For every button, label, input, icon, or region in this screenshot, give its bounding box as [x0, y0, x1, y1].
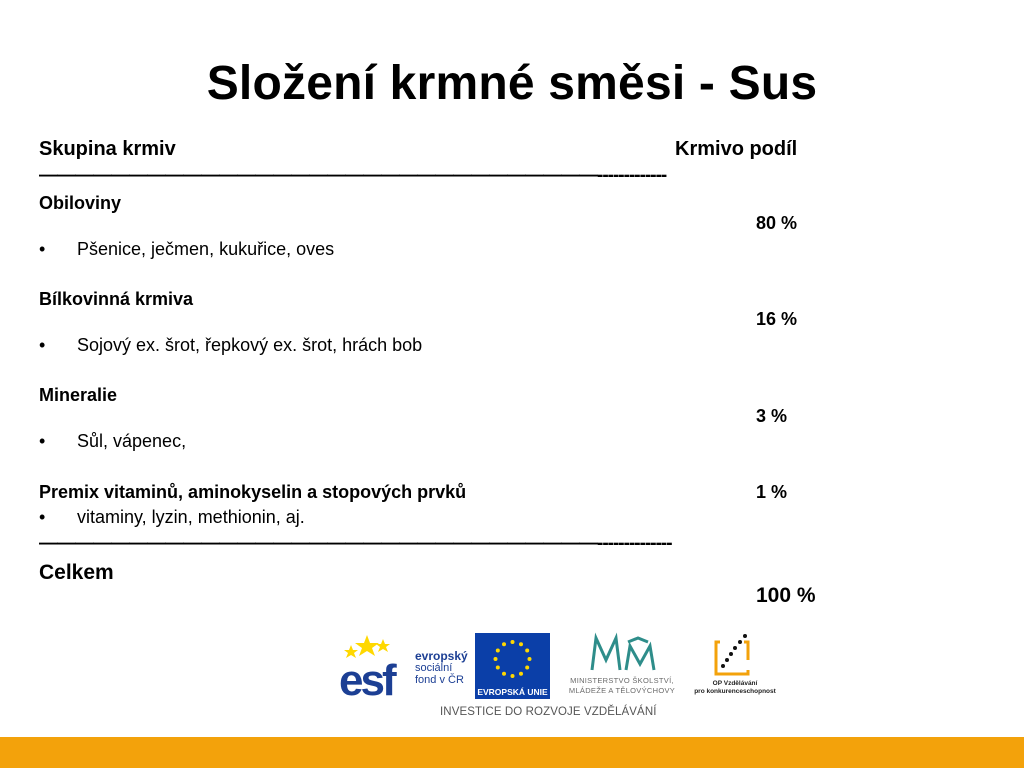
total-label: Celkem — [39, 561, 114, 584]
column-header-group: Skupina krmiv — [39, 138, 176, 160]
separator-top: ———————————————————————————————------------- — [39, 165, 667, 186]
bullet-item-minerals — [39, 431, 186, 452]
op-caption-line1: OP Vzdělávání — [712, 680, 758, 687]
footer-orange-bar — [0, 737, 1024, 768]
group-name-minerals: Mineralie — [39, 385, 118, 405]
msmt-caption-line1: MINISTERSTVO ŠKOLSTVÍ, — [570, 676, 674, 685]
bullet-item-cereals — [39, 239, 334, 260]
esf-caption — [415, 650, 468, 686]
footer-tagline: INVESTICE DO ROZVOJE VZDĚLÁVÁNÍ — [440, 706, 657, 718]
op-caption-line2: pro konkurenceschopnost — [694, 688, 776, 695]
group-share-minerals: 3 % — [756, 406, 788, 426]
eu-caption: EVROPSKÁ UNIE — [477, 687, 548, 697]
separator-bottom: ———————————————————————————————-------------- — [39, 533, 672, 554]
bullet-text: Sůl, vápenec, — [77, 431, 187, 451]
group-share-premix: 1 % — [756, 482, 788, 502]
group-name-premix: Premix vitaminů, aminokyselin a stopových prvků — [39, 482, 467, 502]
msmt-caption-line2: MLÁDEŽE A TĚLOVÝCHOVY — [568, 686, 676, 695]
bullet-text: Sojový ex. šrot, řepkový ex. šrot, hrách bob — [77, 335, 423, 355]
slide-title: Složení krmné směsi - Sus — [206, 57, 818, 110]
group-share-cereals: 80 % — [756, 213, 798, 233]
group-share-protein: 16 % — [756, 309, 798, 329]
esf-caption-line1: evropský — [415, 649, 468, 663]
bullet-item-protein — [39, 335, 422, 356]
bullet-icon: • — [39, 431, 46, 451]
column-header-share: Krmivo podíl — [675, 138, 798, 160]
bullet-text: vitaminy, lyzin, methionin, aj. — [77, 507, 305, 527]
bullet-item-premix — [39, 507, 305, 528]
group-name-cereals: Obiloviny — [39, 193, 122, 213]
group-name-protein: Bílkovinná krmiva — [39, 289, 194, 309]
bullet-icon: • — [39, 507, 46, 527]
svg-text:esf: esf — [339, 656, 394, 699]
total-value: 100 % — [756, 584, 816, 607]
bullet-icon: • — [39, 239, 46, 259]
bullet-text: Pšenice, ječmen, kukuřice, oves — [77, 239, 335, 259]
bullet-icon: • — [39, 335, 46, 355]
esf-caption-line2: sociální — [415, 662, 453, 674]
msmt-caption — [556, 676, 688, 696]
op-caption — [690, 680, 780, 696]
esf-caption-line3: fond v ČR — [415, 674, 464, 686]
